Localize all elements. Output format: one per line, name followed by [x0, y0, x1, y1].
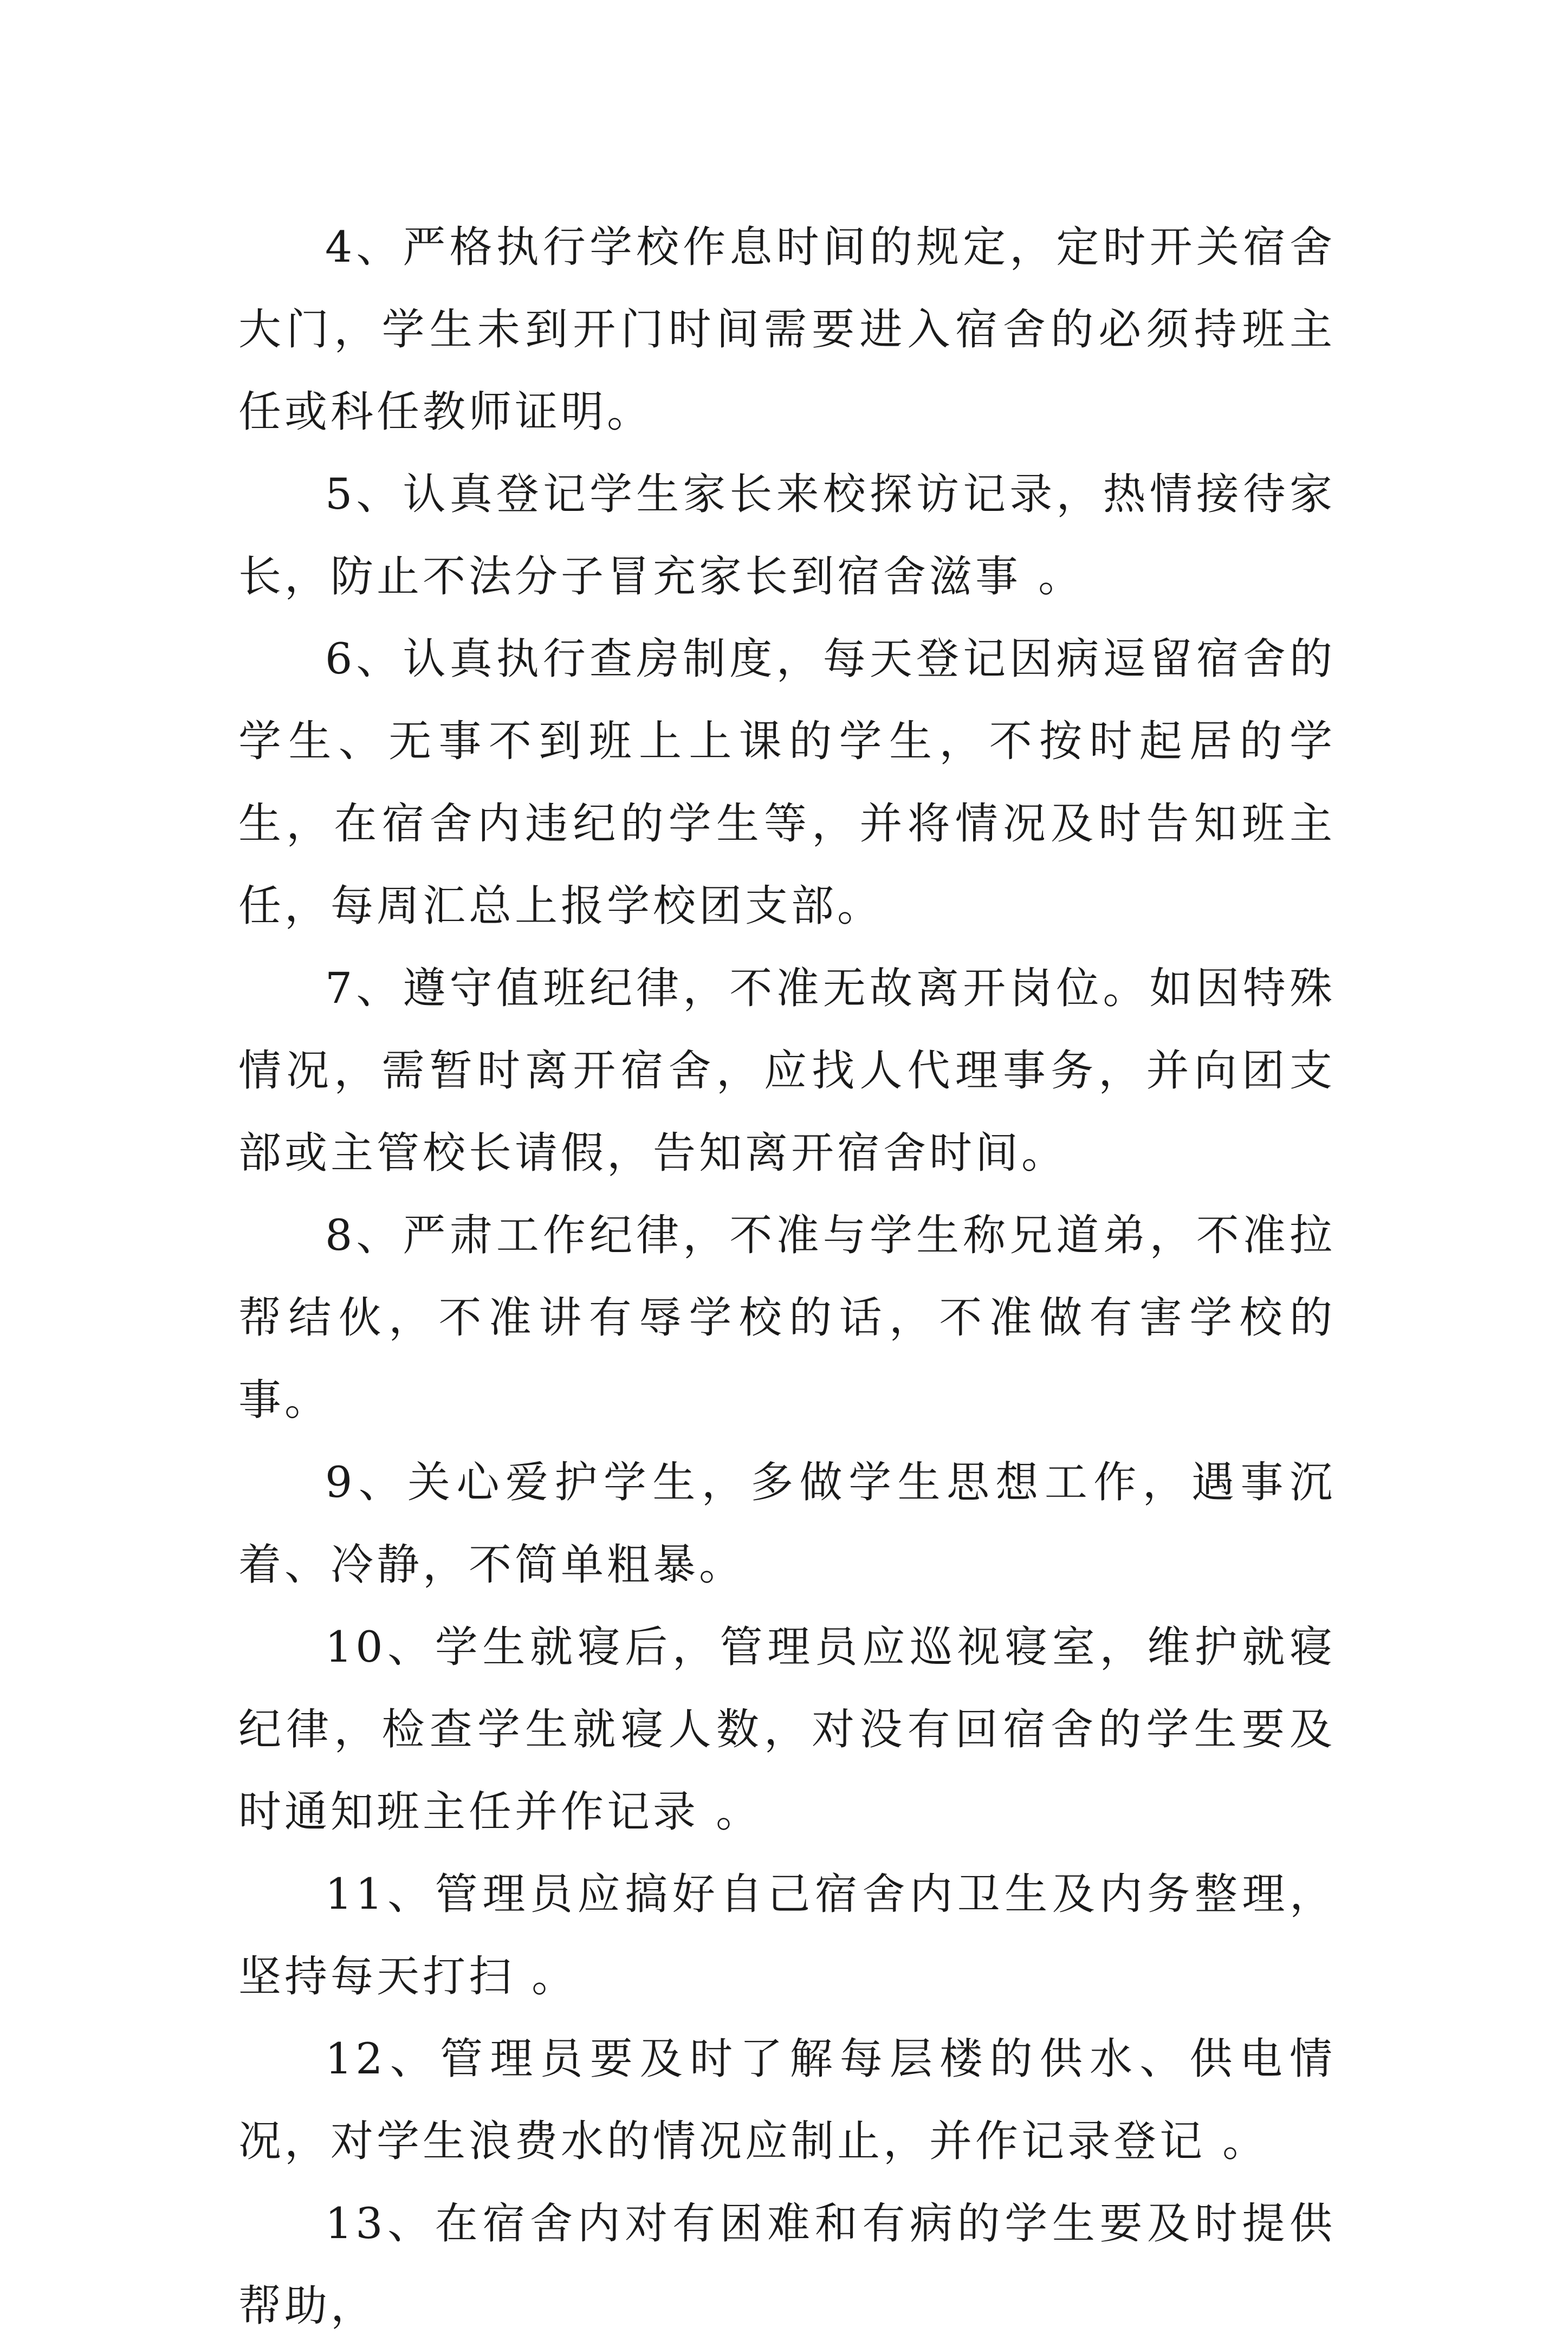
paragraph-item-10: 10、学生就寝后，管理员应巡视寝室，维护就寝纪律，检查学生就寝人数，对没有回宿舍的学生要及时通知班主任并作记录 。 [238, 1622, 1336, 1837]
paragraph-item-13: 13、在宿舍内对有困难和有病的学生要及时提供帮助， [238, 2199, 1336, 2331]
paragraph-item-11: 11、管理员应搞好自己宿舍内卫生及内务整理，坚持每天打扫 。 [238, 1869, 1336, 2001]
paragraph-item-4: 4、严格执行学校作息时间的规定，定时开关宿舍大门，学生未到开门时间需要进入宿舍的必须持班主任或科任教师证明。 [238, 222, 1336, 437]
paragraph-item-9: 9、关心爱护学生，多做学生思想工作，遇事沉着、冷静，不简单粗暴。 [238, 1457, 1336, 1590]
paragraph-item-12: 12、管理员要及时了解每层楼的供水、供电情况，对学生浪费水的情况应制止，并作记录登记 。 [238, 2034, 1336, 2166]
paragraph-item-5: 5、认真登记学生家长来校探访记录，热情接待家长，防止不法分子冒充家长到宿舍滋事 。 [238, 469, 1336, 601]
document-body [238, 206, 1336, 2347]
paragraph-item-6: 6、认真执行查房制度，每天登记因病逗留宿舍的学生、无事不到班上上课的学生，不按时起居的学生，在宿舍内违纪的学生等，并将情况及时告知班主任，每周汇总上报学校团支部。 [238, 634, 1336, 931]
paragraph-item-7: 7、遵守值班纪律，不准无故离开岗位。如因特殊情况，需暂时离开宿舍，应找人代理事务，并向团支部或主管校长请假，告知离开宿舍时间。 [238, 963, 1336, 1178]
paragraph-item-8: 8、严肃工作纪律，不准与学生称兄道弟，不准拉帮结伙，不准讲有辱学校的话，不准做有害学校的事。 [238, 1210, 1336, 1425]
